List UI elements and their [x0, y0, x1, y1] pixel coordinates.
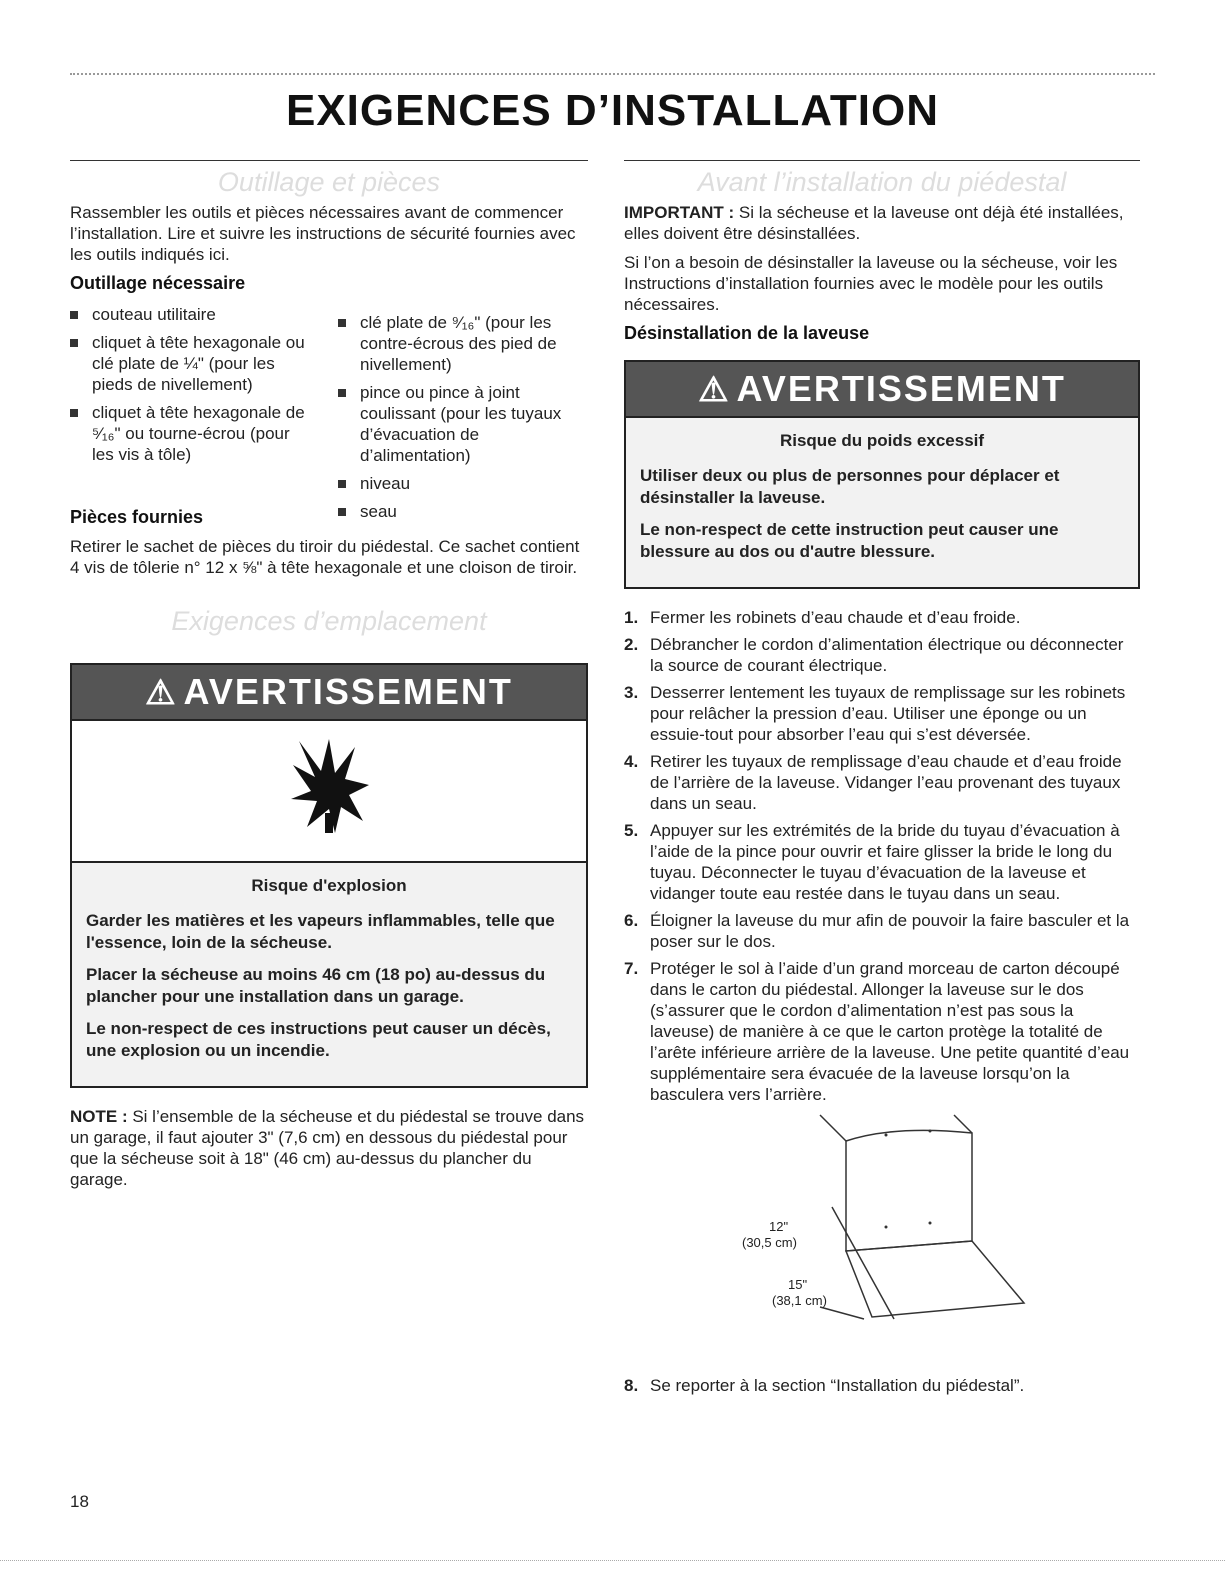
warning-triangle-icon: ⚠	[698, 371, 731, 409]
page-number: 18	[70, 1492, 89, 1511]
hazard-title: Risque du poids excessif	[779, 431, 985, 450]
tool-item: cliquet à tête hexagonale ou clé plate de ¼" (pour les pieds de nivellement)	[70, 332, 310, 395]
steps-list	[624, 607, 1140, 1105]
intro-paragraph: Rassembler les outils et pièces nécessaires avant de commencer l’installation. Lire et suivre les instructions de sécurité fournies avec les outils indiqués ici.	[70, 203, 576, 264]
section-title-before-install: Avant l’installation du piédestal	[697, 167, 1067, 197]
warning-header-label: AVERTISSEMENT	[736, 368, 1066, 409]
step-text: Débrancher le cordon d’alimentation électrique ou déconnecter la source de courant électrique.	[650, 635, 1124, 675]
warning-line: Utiliser deux ou plus de personnes pour déplacer et désinstaller la laveuse.	[640, 466, 1060, 507]
section-rule	[70, 160, 588, 161]
tool-item: couteau utilitaire	[70, 304, 310, 325]
washer-tilt-diagram	[624, 1111, 1140, 1373]
warning-line: Le non-respect de ces instructions peut causer un décès, une explosion ou un incendie.	[86, 1019, 551, 1060]
step-text: Desserrer lentement les tuyaux de remplissage sur les robinets pour relâcher la pression d’eau. Utiliser une éponge ou un essuie-tout pour absorber l’eau qui s’est déversée.	[650, 683, 1126, 744]
tool-item: clé plate de ⁹⁄₁₆" (pour les contre-écrous des pied de nivellement)	[338, 312, 588, 375]
note-text: Si l’ensemble de la sécheuse et du piédestal se trouve dans un garage, il faut ajouter 3" (7,6 cm) en dessous du piédestal pour que la sécheuse soit à 18" (46 cm) au-dessus du plancher du garage.	[70, 1107, 585, 1189]
step-item	[624, 751, 1140, 814]
important-label: IMPORTANT :	[624, 203, 735, 222]
tool-item: niveau	[338, 473, 588, 494]
warning-header	[626, 362, 1138, 418]
parts-heading: Pièces fournies	[70, 507, 204, 527]
note-paragraph	[70, 1106, 588, 1190]
step-number: 2.	[624, 635, 639, 654]
section-title-tools: Outillage et pièces	[217, 167, 441, 197]
warning-box-explosion	[70, 663, 588, 1088]
warning-header-label: AVERTISSEMENT	[183, 671, 513, 712]
steps-list-continued	[624, 1375, 1140, 1396]
warning-triangle-icon: ⚠	[145, 674, 178, 712]
dimension-15-label: 15"	[788, 1277, 808, 1292]
bottom-dotted-rule	[0, 1560, 1225, 1561]
hazard-title: Risque d'explosion	[251, 876, 407, 895]
uninstall-paragraph: Si l’on a besoin de désinstaller la laveuse ou la sécheuse, voir les Instructions d’installation fournies avec le modèle pour les outils nécessaires.	[624, 253, 1118, 314]
parts-paragraph: Retirer le sachet de pièces du tiroir du piédestal. Ce sachet contient 4 vis de tôlerie n° 12 x ⅝" à tête hexagonale et une cloison de tiroir.	[70, 537, 580, 577]
step-text: Fermer les robinets d’eau chaude et d’eau froide.	[650, 608, 1021, 627]
explosion-icon	[72, 721, 586, 863]
tools-list-col1	[70, 304, 310, 529]
warning-line: Garder les matières et les vapeurs inflammables, telle que l'essence, loin de la sécheuse.	[86, 911, 555, 952]
warning-box-weight	[624, 360, 1140, 589]
tool-item: pince ou pince à joint coulissant (pour les tuyaux d’évacuation de d’alimentation)	[338, 382, 588, 466]
section-rule	[624, 160, 1140, 161]
tool-item: cliquet à tête hexagonale de ⁵⁄₁₆" ou tourne-écrou (pour les vis à tôle)	[70, 402, 310, 465]
important-paragraph	[624, 202, 1140, 244]
warning-header	[72, 665, 586, 721]
step-item	[624, 634, 1140, 676]
warning-body	[626, 418, 1138, 587]
step-item	[624, 1375, 1140, 1396]
step-item	[624, 607, 1140, 628]
step-text: Protéger le sol à l’aide d’un grand morceau de carton découpé dans le carton du piédestal. Allonger la laveuse sur le dos (s’assurer que le cordon d’alimentation n’est pas sous la laveuse) de manière à ce que le carton protège la totalité de l’arête inférieure arrière de la laveuse. Une petite quantité d’eau supplémentaire sera évacuée de la laveuse lorsqu’on la basculera vers l’arrière.	[650, 959, 1130, 1104]
step-number: 7.	[624, 959, 639, 978]
step-text: Éloigner la laveuse du mur afin de pouvoir la faire basculer et la poser sur le dos.	[650, 911, 1130, 951]
tool-item: seau	[338, 501, 588, 522]
step-item	[624, 682, 1140, 745]
tools-heading: Outillage nécessaire	[70, 273, 246, 293]
section-title-location: Exigences d’emplacement	[171, 606, 487, 636]
warning-line: Le non-respect de cette instruction peut causer une blessure au dos ou d'autre blessure.	[640, 520, 1059, 561]
right-column	[624, 160, 1140, 1402]
dimension-12-cm-label: (30,5 cm)	[742, 1235, 797, 1250]
step-item	[624, 958, 1140, 1105]
uninstall-heading: Désinstallation de la laveuse	[624, 323, 870, 343]
step-text: Appuyer sur les extrémités de la bride du tuyau d’évacuation à l’aide de la pince pour ouvrir et faire glisser la bride le long du tuyau. Déconnecter le tuyau d’évacuation de la laveuse et vidanger toute eau restée dans le tuyau dans un seau.	[650, 821, 1120, 903]
step-number: 4.	[624, 752, 639, 771]
important-text: Si la sécheuse et la laveuse ont déjà été installées, elles doivent être désinstallées.	[624, 203, 1124, 243]
note-label: NOTE :	[70, 1107, 128, 1126]
top-dotted-rule	[70, 73, 1155, 75]
step-number: 1.	[624, 608, 639, 627]
dimension-12-label: 12"	[769, 1219, 789, 1234]
warning-body	[72, 863, 586, 1086]
step-number: 3.	[624, 683, 639, 702]
page-title: EXIGENCES D’INSTALLATION	[285, 86, 940, 135]
step-item	[624, 820, 1140, 904]
tools-list-col2	[338, 312, 588, 529]
dimension-15-cm-label: (38,1 cm)	[772, 1293, 827, 1308]
left-column	[70, 160, 588, 1198]
step-text: Retirer les tuyaux de remplissage d’eau chaude et d’eau froide de l’arrière de la laveuse. Vidanger l’eau provenant des tuyaux dans un seau.	[650, 752, 1122, 813]
step-text: Se reporter à la section “Installation du piédestal”.	[650, 1376, 1025, 1395]
tools-list	[70, 302, 588, 529]
warning-line: Placer la sécheuse au moins 46 cm (18 po) au-dessus du plancher pour une installation dans un garage.	[86, 965, 546, 1006]
step-number: 5.	[624, 821, 639, 840]
step-number: 6.	[624, 911, 639, 930]
step-number: 8.	[624, 1376, 639, 1395]
step-item	[624, 910, 1140, 952]
